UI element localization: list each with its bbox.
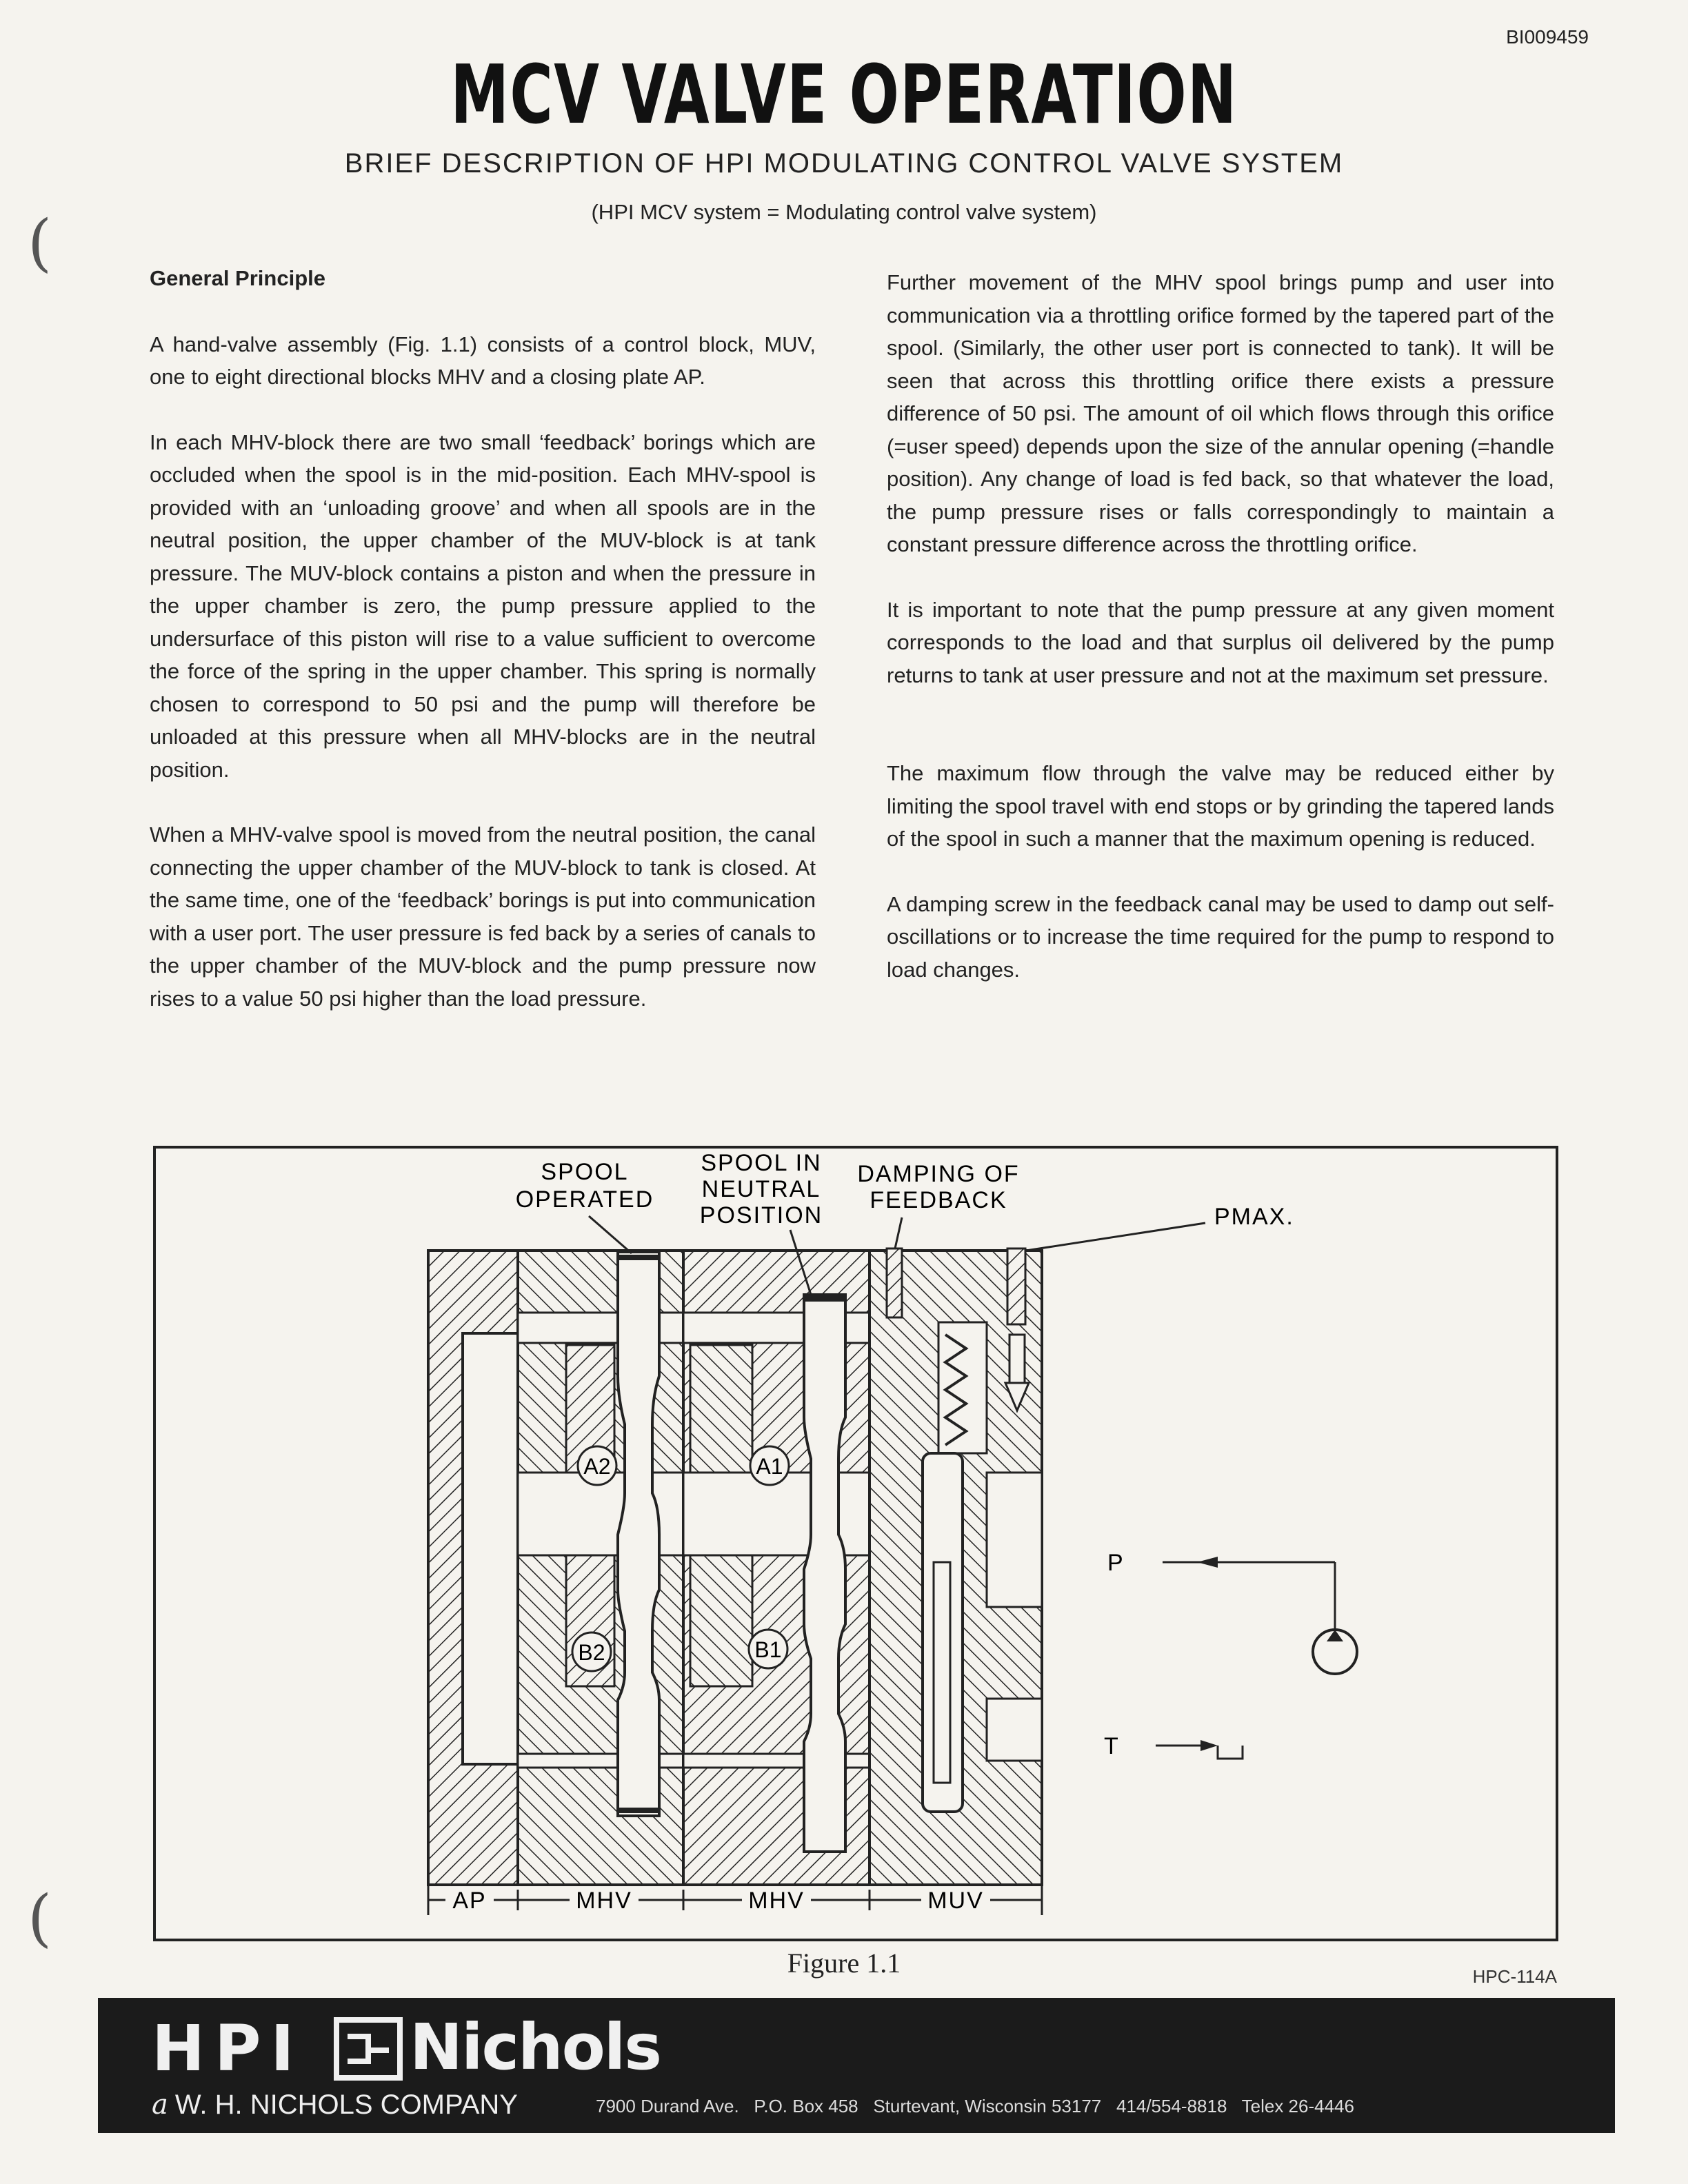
paragraph: A hand-valve assembly (Fig. 1.1) consists of a control block, MUV, one to eight directional blocks MHV and a closing plate AP. [150,332,816,389]
port-a1 [750,1446,789,1485]
tank-line [1104,1733,1243,1759]
left-column [150,262,816,1047]
svg-text:SPOOL: SPOOL [541,1159,629,1185]
company-address: 7900 Durand Ave. P.O. Box 458 Sturtevant, Wisconsin 53177 414/554-8818 Telex 26-4446 [596,2096,1354,2116]
ap-end-plate [428,1251,518,1885]
dimension-line [428,1886,1042,1915]
paragraph: A damping screw in the feedback canal may be used to damp out self-oscillations or to increase the time required for the pump to respond to load changes. [887,891,1554,982]
label-pmax [1026,1204,1294,1251]
svg-text:MHV: MHV [748,1888,805,1914]
logo-nichols: Nichols [410,2010,661,2084]
section-heading: General Principle [150,266,325,290]
spool-operated [618,1252,659,1816]
document-id: BI009459 [1506,26,1589,48]
svg-text:B2: B2 [578,1640,605,1665]
paragraph: In each MHV-block there are two small ‘feedback’ borings which are occluded when the spool is in the mid-position. Each MHV-spool is provided with an ‘unloading groove’ and when all spools are in the neutral position, the upper chamber of the MUV-block is at tank pressure. The MUV-block contains a piston and when the pressure in the upper chamber is zero, the pump pressure applied to the undersurface of this piston will rise to a value sufficient to overcome the force of the spring in the upper chamber. This spring is normally chosen to correspond to 50 psi and the pump will therefore be unloaded at this pressure when all MHV-blocks are in the neutral position. [150,429,816,782]
svg-text:A2: A2 [583,1454,611,1479]
svg-text:B1: B1 [754,1637,782,1662]
paragraph: The maximum flow through the valve may be reduced either by limiting the spool travel with end stops or by grinding the tapered lands of the spool in such a manner that the maximum opening is reduced. [887,761,1554,851]
svg-text:A1: A1 [756,1454,783,1479]
right-column [887,266,1554,1018]
page-subtitle: BRIEF DESCRIPTION OF HPI MODULATING CONTROL VALVE SYSTEM [344,148,1344,179]
spool-neutral [804,1295,845,1852]
label-damping [857,1161,1019,1248]
logo-hpi: HPI [152,2012,304,2085]
svg-text:OPERATED: OPERATED [515,1186,654,1213]
svg-text:POSITION: POSITION [699,1202,823,1228]
binder-hole-mark: ( [28,1882,52,1954]
paragraph: When a MHV-valve spool is moved from the neutral position, the canal connecting the upper chamber of the MUV-block to tank is closed. At the same time, one of the ‘feedback’ borings is put into communication with a user port. The user pressure is fed back by a series of canals to the upper chamber of the MUV-block and the pump pressure now rises to a value 50 psi higher than the load pressure. [150,822,816,1011]
page-title: MCV VALVE OPERATION [450,47,1238,142]
svg-text:P: P [1107,1550,1123,1576]
paragraph: It is important to note that the pump pressure at any given moment corresponds to the load and that surplus oil delivered by the pump returns to tank at user pressure and not at the maximum set pressure. [887,597,1554,687]
svg-text:MUV: MUV [927,1888,984,1914]
pump-line [1107,1550,1357,1674]
valve-diagram [156,1149,1556,1939]
port-b2 [572,1632,611,1671]
svg-text:PMAX.: PMAX. [1214,1204,1294,1230]
svg-text:AP: AP [452,1888,487,1914]
svg-text:T: T [1104,1733,1118,1759]
binder-hole-mark: ( [28,207,52,279]
muv-block [870,1248,1042,1885]
nichols-logo-icon [332,2016,404,2082]
company-name: a W. H. NICHOLS COMPANY [152,2089,518,2121]
paragraph: Further movement of the MHV spool brings pump and user into communication via a throttling orifice formed by the tapered part of the spool. (Similarly, the other user port is connected to tank). It will be seen that across this throttling orifice there exists a pressure difference of 50 psi. The amount of oil which flows through this orifice (=user speed) depends upon the size of the annular opening (=handle position). Any change of load is fed back, so that whatever the load, the pump pressure rises or falls correspondingly to maintain a constant pressure difference across the throttling orifice. [887,270,1554,556]
figure-code: HPC-114A [1472,1966,1557,1987]
svg-text:DAMPING OF: DAMPING OF [857,1161,1020,1187]
label-spool-operated [516,1159,654,1253]
svg-text:NEUTRAL: NEUTRAL [701,1176,821,1202]
port-a2 [578,1446,616,1485]
port-b1 [749,1630,787,1668]
tank-icon [1218,1746,1243,1759]
svg-text:SPOOL IN: SPOOL IN [701,1150,822,1176]
svg-text:FEEDBACK: FEEDBACK [870,1187,1007,1213]
figure-frame [153,1146,1558,1941]
svg-text:MHV: MHV [576,1888,632,1914]
footer-banner [98,1998,1615,2133]
subtitle-note: (HPI MCV system = Modulating control valve system) [591,200,1097,224]
figure-caption: Figure 1.1 [787,1948,901,1979]
